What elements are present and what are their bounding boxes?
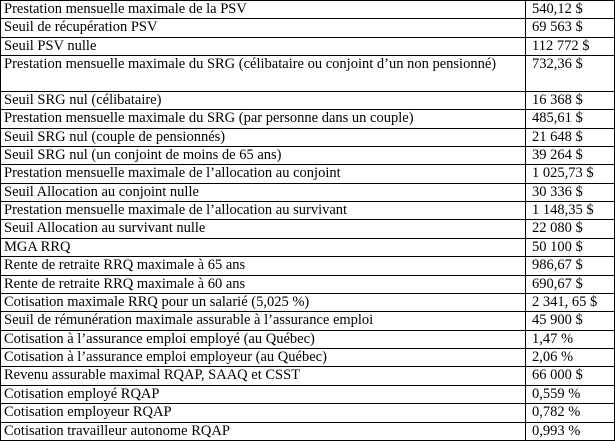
table-row xyxy=(1,110,615,128)
row-label: Cotisation employeur RQAP xyxy=(1,404,526,422)
row-value: 22 080 $ xyxy=(526,220,615,238)
row-label: Seuil SRG nul (célibataire) xyxy=(1,91,526,109)
row-value: 50 100 $ xyxy=(526,238,615,256)
row-value: 112 772 $ xyxy=(526,37,615,55)
row-value: 21 648 $ xyxy=(526,128,615,146)
row-label: Cotisation employé RQAP xyxy=(1,385,526,403)
row-label: Cotisation maximale RRQ pour un salarié (5,025 %) xyxy=(1,293,526,311)
row-value: 16 368 $ xyxy=(526,91,615,109)
row-label: Rente de retraite RRQ maximale à 60 ans xyxy=(1,275,526,293)
table-row xyxy=(1,257,615,275)
row-value: 69 563 $ xyxy=(526,19,615,37)
row-label: MGA RRQ xyxy=(1,238,526,256)
row-value: 66 000 $ xyxy=(526,367,615,385)
row-label: Rente de retraite RRQ maximale à 65 ans xyxy=(1,257,526,275)
row-label: Prestation mensuelle maximale du SRG (célibataire ou conjoint d’un non pensionné) xyxy=(1,56,526,92)
row-value: 1,47 % xyxy=(526,330,615,348)
table-row xyxy=(1,422,615,440)
table-row xyxy=(1,146,615,164)
row-label: Seuil SRG nul (un conjoint de moins de 65 ans) xyxy=(1,146,526,164)
row-value: 39 264 $ xyxy=(526,146,615,164)
table-row xyxy=(1,385,615,403)
row-value: 45 900 $ xyxy=(526,312,615,330)
table-row xyxy=(1,404,615,422)
table-row xyxy=(1,56,615,92)
table-row xyxy=(1,91,615,109)
table-row xyxy=(1,165,615,183)
row-label: Seuil de récupération PSV xyxy=(1,19,526,37)
row-value: 1 148,35 $ xyxy=(526,202,615,220)
row-label: Prestation mensuelle maximale de la PSV xyxy=(1,1,526,19)
row-label: Cotisation travailleur autonome RQAP xyxy=(1,422,526,440)
row-label: Revenu assurable maximal RQAP, SAAQ et CSST xyxy=(1,367,526,385)
table-row xyxy=(1,202,615,220)
row-value: 732,36 $ xyxy=(526,56,615,92)
row-label: Cotisation à l’assurance emploi employeur (au Québec) xyxy=(1,349,526,367)
table-row xyxy=(1,183,615,201)
row-label: Cotisation à l’assurance emploi employé (au Québec) xyxy=(1,330,526,348)
row-value: 0,993 % xyxy=(526,422,615,440)
table-row xyxy=(1,220,615,238)
table-row xyxy=(1,128,615,146)
row-value: 1 025,73 $ xyxy=(526,165,615,183)
row-label: Seuil Allocation au survivant nulle xyxy=(1,220,526,238)
row-value: 690,67 $ xyxy=(526,275,615,293)
row-label: Prestation mensuelle maximale du SRG (par personne dans un couple) xyxy=(1,110,526,128)
table-row xyxy=(1,238,615,256)
table-row xyxy=(1,19,615,37)
row-value: 0,559 % xyxy=(526,385,615,403)
row-label: Seuil PSV nulle xyxy=(1,37,526,55)
row-value: 485,61 $ xyxy=(526,110,615,128)
table-row xyxy=(1,293,615,311)
row-label: Prestation mensuelle maximale de l’allocation au conjoint xyxy=(1,165,526,183)
row-value: 0,782 % xyxy=(526,404,615,422)
table-row xyxy=(1,349,615,367)
table-row xyxy=(1,312,615,330)
row-value: 540,12 $ xyxy=(526,1,615,19)
table-row xyxy=(1,275,615,293)
row-label: Seuil de rémunération maximale assurable à l’assurance emploi xyxy=(1,312,526,330)
row-value: 30 336 $ xyxy=(526,183,615,201)
row-label: Seuil Allocation au conjoint nulle xyxy=(1,183,526,201)
table-row xyxy=(1,330,615,348)
table-row xyxy=(1,367,615,385)
row-value: 2,06 % xyxy=(526,349,615,367)
row-label: Seuil SRG nul (couple de pensionnés) xyxy=(1,128,526,146)
row-label: Prestation mensuelle maximale de l’allocation au survivant xyxy=(1,202,526,220)
row-value: 986,67 $ xyxy=(526,257,615,275)
table-row xyxy=(1,37,615,55)
table-row xyxy=(1,1,615,19)
row-value: 2 341, 65 $ xyxy=(526,293,615,311)
